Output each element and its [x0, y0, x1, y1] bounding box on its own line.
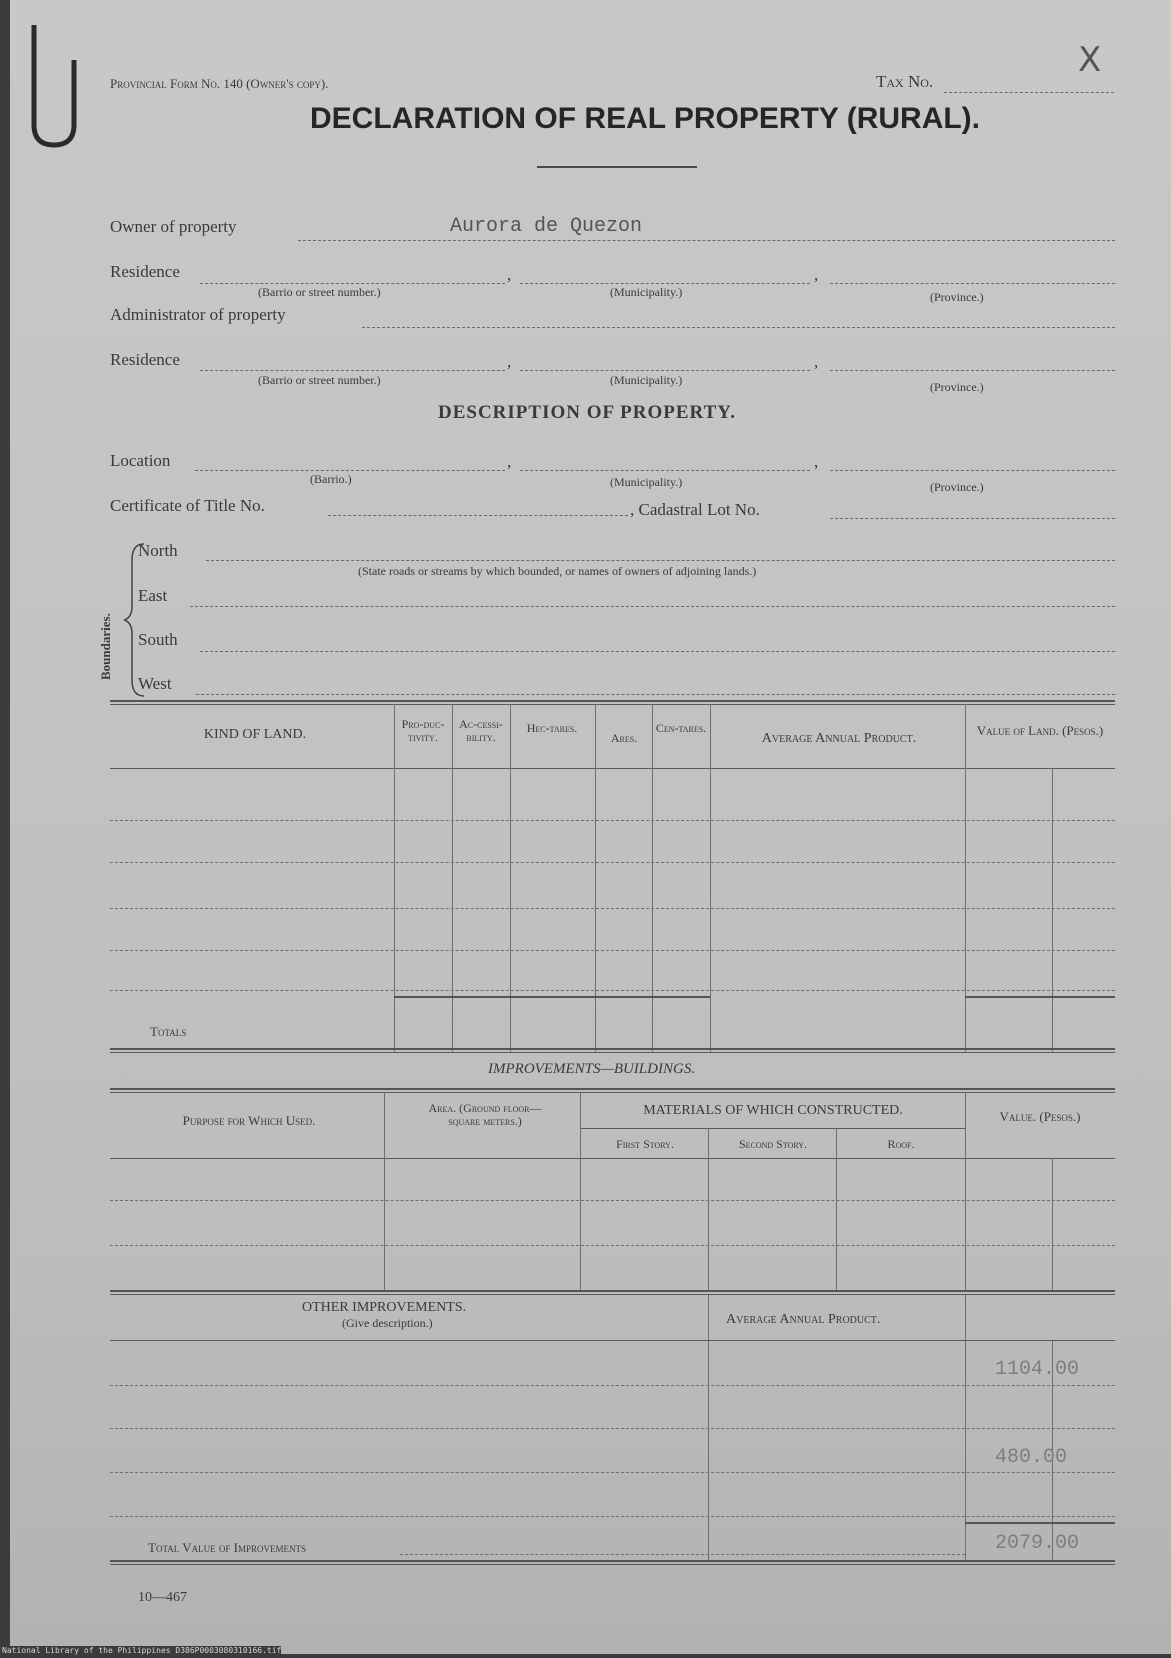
west-field[interactable] — [196, 694, 1115, 695]
col-average-annual-product: Average Annual Product. — [761, 731, 917, 746]
comma: , — [507, 352, 512, 371]
col-roof: Roof. — [887, 1137, 915, 1151]
barrio-hint: (Barrio or street number.) — [258, 373, 381, 387]
east-field[interactable] — [190, 606, 1115, 607]
paper-clip-icon — [24, 20, 84, 150]
col-second-story: Second Story. — [738, 1137, 808, 1151]
col-productivity: Pro-duc-tivity. — [401, 717, 445, 744]
admin-barrio-field[interactable] — [200, 370, 505, 371]
location-province-field[interactable] — [830, 470, 1115, 471]
col-area: Area. (Ground floor—square meters.) — [428, 1101, 542, 1128]
scan-caption: National Library of the Philippines D386P0003080310166.tif — [2, 1646, 282, 1655]
totals-label: Totals — [150, 1024, 187, 1039]
north-field[interactable] — [206, 560, 1115, 561]
municipality-hint: (Municipality.) — [610, 373, 683, 387]
form-title: DECLARATION OF REAL PROPERTY (RURAL). — [310, 102, 981, 135]
cadastral-label: , Cadastral Lot No. — [630, 500, 760, 519]
boundaries-side-label: Boundaries. — [98, 613, 113, 680]
province-hint: (Province.) — [930, 480, 984, 494]
col-average-annual-product: Average Annual Product. — [726, 1312, 881, 1327]
total-improvements-label: Total Value of Improvements — [148, 1540, 306, 1555]
tax-no-field[interactable] — [944, 92, 1114, 93]
col-kind-of-land: KIND OF LAND. — [203, 727, 307, 742]
form-code: 10—467 — [138, 1590, 187, 1605]
comma: , — [814, 352, 819, 371]
admin-province-field[interactable] — [830, 370, 1115, 371]
tax-no-label: Tax No. — [876, 72, 934, 91]
owner-value: Aurora de Quezon — [450, 215, 643, 238]
location-barrio-field[interactable] — [195, 470, 505, 471]
municipality-hint: (Municipality.) — [610, 475, 683, 489]
form-sheet — [10, 0, 1171, 1654]
admin-residence-label: Residence — [110, 350, 180, 369]
residence-municipality-field[interactable] — [520, 283, 810, 284]
administrator-label: Administrator of property — [110, 305, 286, 324]
certificate-label: Certificate of Title No. — [110, 496, 265, 515]
location-municipality-field[interactable] — [520, 470, 810, 471]
description-heading: DESCRIPTION OF PROPERTY. — [438, 402, 736, 423]
col-ares: Ares. — [610, 731, 638, 745]
boundaries-hint: (State roads or streams by which bounded, or names of owners of adjoining lands.) — [358, 564, 757, 578]
other-improvements-heading: OTHER IMPROVEMENTS. — [302, 1300, 467, 1315]
residence-province-field[interactable] — [830, 283, 1115, 284]
admin-municipality-field[interactable] — [520, 370, 810, 371]
comma: , — [507, 452, 512, 471]
south-label: South — [138, 630, 178, 649]
improvement-value: 480.00 — [995, 1446, 1068, 1469]
corner-check-mark: X — [1078, 40, 1102, 80]
location-label: Location — [110, 451, 171, 470]
north-label: North — [138, 541, 178, 560]
col-hectares: Hec-tares. — [526, 721, 578, 735]
barrio-hint: (Barrio or street number.) — [258, 285, 381, 299]
title-rule — [537, 166, 697, 168]
municipality-hint: (Municipality.) — [610, 285, 683, 299]
cadastral-field[interactable] — [830, 518, 1115, 519]
province-hint: (Province.) — [930, 380, 984, 394]
col-value-of-land: Value of Land. (Pesos.) — [976, 723, 1104, 738]
administrator-field[interactable] — [362, 327, 1115, 328]
col-first-story: First Story. — [616, 1137, 674, 1151]
improvement-value: 1104.00 — [995, 1358, 1080, 1381]
province-hint: (Province.) — [930, 290, 984, 304]
col-centares: Cen-tares. — [655, 721, 707, 735]
other-improvements-hint: (Give description.) — [342, 1316, 433, 1330]
form-number-label: Provincial Form No. 140 (Owner's copy). — [110, 76, 329, 91]
owner-label: Owner of property — [110, 217, 237, 236]
certificate-field[interactable] — [328, 515, 628, 516]
col-purpose: Purpose for Which Used. — [182, 1113, 316, 1128]
west-label: West — [138, 674, 172, 693]
owner-field[interactable] — [298, 240, 1115, 241]
col-accessibility: Ac-cessi-bility. — [459, 717, 503, 744]
col-materials: MATERIALS OF WHICH CONSTRUCTED. — [643, 1103, 903, 1118]
total-improvements-value: 2079.00 — [995, 1532, 1080, 1555]
comma: , — [814, 452, 819, 471]
south-field[interactable] — [200, 651, 1115, 652]
improvements-heading: IMPROVEMENTS—BUILDINGS. — [488, 1061, 696, 1077]
east-label: East — [138, 586, 168, 605]
col-value: Value. (Pesos.) — [999, 1109, 1081, 1124]
residence-barrio-field[interactable] — [200, 283, 505, 284]
barrio-hint: (Barrio.) — [310, 472, 352, 486]
residence-label: Residence — [110, 262, 180, 281]
comma: , — [814, 265, 819, 284]
comma: , — [507, 265, 512, 284]
